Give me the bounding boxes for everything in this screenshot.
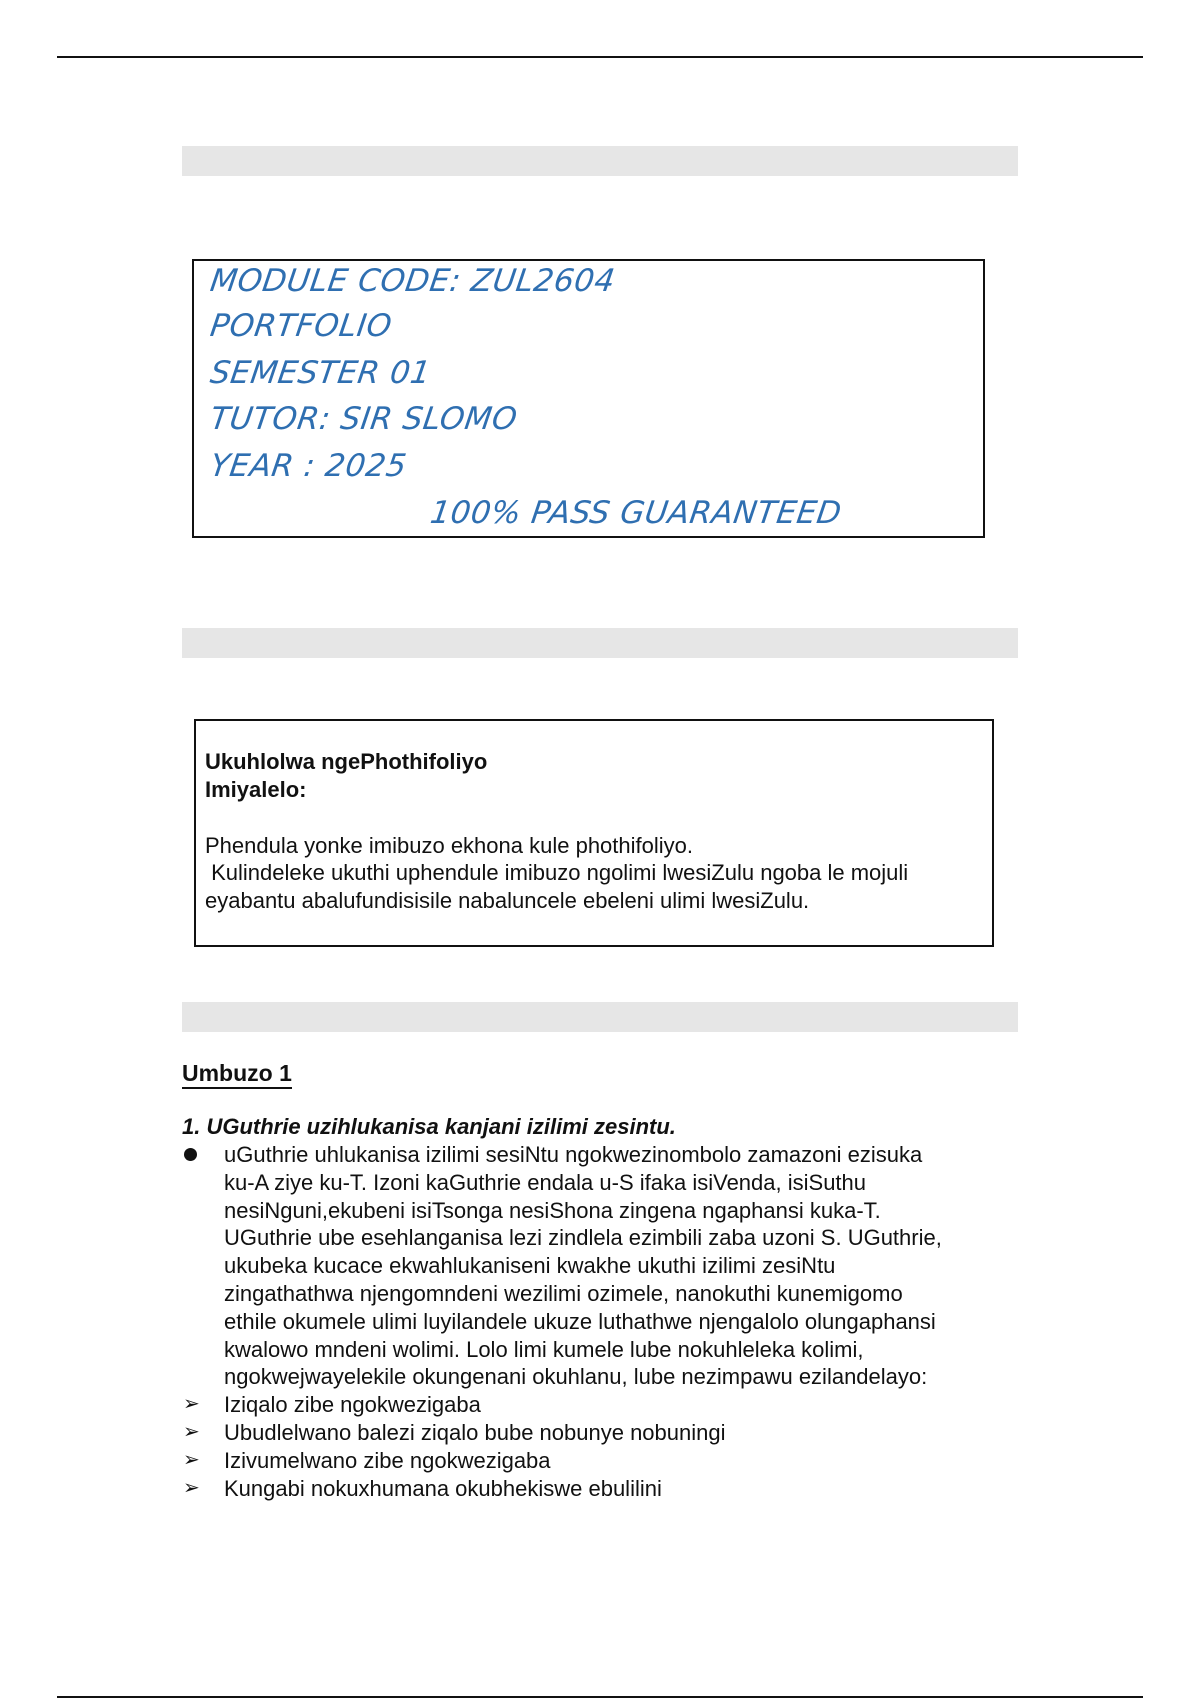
criteria-text: Kungabi nokuxhumana okubhekiswe ebulilini [224,1475,662,1501]
tutor-line: TUTOR: SIR SLOMO [208,401,520,437]
criteria-item [182,1391,1022,1419]
paragraph-line: kwalowo mndeni wolimi. Lolo limi kumele lube nokuhleleka kolimi, [224,1336,864,1362]
arrowhead-icon: ➢ [183,1476,200,1499]
paragraph-line: UGuthrie ube esehlanganisa lezi zindlela ezimbili zaba uzoni S. UGuthrie, [224,1225,942,1251]
criteria-list [182,1391,1022,1502]
semester-line: SEMESTER 01 [208,355,434,391]
criteria-text: Izivumelwano zibe ngokwezigaba [224,1447,551,1473]
bullet-icon [184,1148,197,1161]
instructions-box [194,719,994,947]
arrowhead-icon: ➢ [183,1448,200,1471]
question-title: 1. UGuthrie uzihlukanisa kanjani izilimi zesintu. [182,1114,676,1139]
instructions-title: Ukuhlolwa ngePhothifoliyo [205,749,488,774]
module-code-line: MODULE CODE: ZUL2604 [208,263,618,299]
question-heading: Umbuzo 1 [182,1059,292,1089]
pass-guarantee-line: 100% PASS GUARANTEED [428,495,844,531]
instructions-line: Phendula yonke imibuzo ekhona kule phothifoliyo. [205,833,693,858]
criteria-text: Ubudlelwano balezi ziqalo bube nobunye nobuningi [224,1419,726,1445]
paragraph-line: nesiNguni,ekubeni isiTsonga nesiShona zingena ngaphansi kuka-T. [224,1197,881,1223]
paragraph-line: ukubeka kucace ekwahlukaniseni kwakhe ukuthi izilimi zesiNtu [224,1253,836,1279]
module-info-box [192,259,985,538]
paragraph-line: ngokwejwayelekile okungenani okuhlanu, lube nezimpawu ezilandelayo: [224,1364,928,1390]
gray-band [182,628,1018,658]
bottom-rule [57,1696,1143,1698]
instructions-line: Kulindeleke ukuthi uphendule imibuzo ngolimi lwesiZulu ngoba le mojuli [205,860,909,885]
criteria-item [182,1475,1022,1503]
year-line: YEAR : 2025 [208,448,409,484]
instructions-line: eyabantu abalufundisisile nabaluncele ebeleni ulimi lwesiZulu. [205,888,810,913]
answer-body [182,1141,1022,1502]
top-rule [57,56,1143,58]
portfolio-line: PORTFOLIO [208,308,395,344]
paragraph-line: zingathathwa njengomndeni wezilimi ozimele, nanokuthi kunemigomo [224,1280,903,1306]
gray-band [182,146,1018,176]
arrowhead-icon: ➢ [183,1393,200,1416]
arrowhead-icon: ➢ [183,1420,200,1443]
criteria-item [182,1419,1022,1447]
paragraph-line: ku-A ziye ku-T. Izoni kaGuthrie endala u-S ifaka isiVenda, isiSuthu [224,1169,867,1195]
gray-band [182,1002,1018,1032]
criteria-item [182,1447,1022,1475]
paragraph-line: uGuthrie uhlukanisa izilimi sesiNtu ngokwezinombolo zamazoni ezisuka [224,1142,923,1167]
criteria-text: Iziqalo zibe ngokwezigaba [224,1392,481,1418]
instructions-subtitle: Imiyalelo: [205,777,307,802]
answer-paragraph [182,1141,1022,1391]
paragraph-line: ethile okumele ulimi luyilandele ukuze luthathwe njengalolo olungaphansi [224,1308,936,1334]
